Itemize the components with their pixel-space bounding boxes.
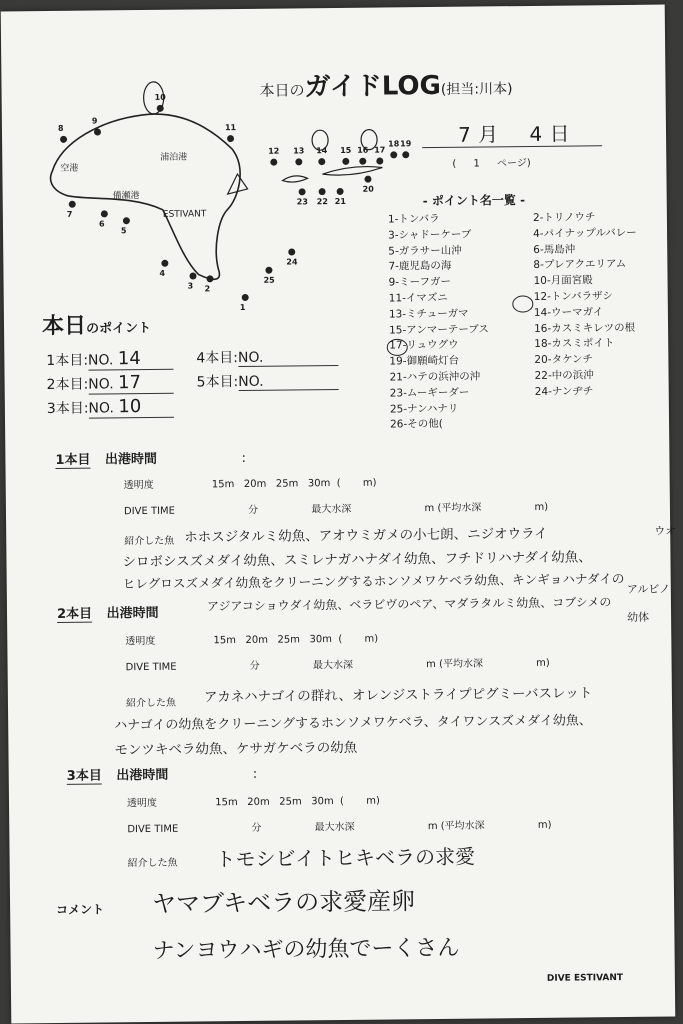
map-point-dot — [206, 275, 213, 282]
dive5-point — [196, 370, 338, 391]
map-point-dot — [288, 248, 295, 255]
dive2-visibility — [125, 630, 378, 648]
map-point-label: 4 — [159, 268, 166, 278]
islet-2 — [282, 176, 307, 182]
point-list-item: 23-ムーギーダー — [389, 386, 470, 400]
dive1-fish-1: ホホスジタルミ幼魚、アオウミガメの小七朗、ニジオウライ — [184, 525, 548, 546]
dive1-min: 分 — [248, 504, 259, 516]
map-label-biseka: 備瀬港 — [112, 191, 140, 202]
point-list-item: 6-馬島沖 — [533, 243, 576, 256]
dive2-fish-3: モンツキベラ幼魚、ケサガケベラの幼魚 — [114, 739, 358, 759]
map-point-label: 24 — [286, 257, 298, 267]
point-list-item: 12-トンバラザシ — [533, 290, 614, 303]
map-point-label: 19 — [400, 139, 412, 149]
map-point-dot — [299, 188, 306, 195]
map-point-label: 18 — [388, 139, 400, 149]
point-list-item: 5-ガラサー山沖 — [388, 244, 462, 258]
point-list-item: 1-トンバラ — [387, 212, 440, 226]
map-point-dot — [402, 151, 409, 158]
today-title: 本日 — [41, 313, 87, 340]
map-point-label: 20 — [362, 184, 374, 194]
dive2-point — [47, 372, 174, 395]
dive2-header — [57, 602, 159, 622]
map-label-airport: 空港 — [60, 163, 79, 174]
dive1-vis-values: 15m 20m 25m 30m ( m) — [211, 477, 377, 491]
day-value: 4 — [529, 121, 543, 146]
dive3-min: 分 — [251, 822, 262, 834]
dive1-visibility — [124, 474, 377, 492]
map-point-dot — [227, 135, 234, 142]
dive3-avgclose: m) — [537, 819, 552, 831]
dive3-visibility — [127, 792, 380, 810]
map-point-dot — [60, 136, 67, 143]
point-list-item: 20-タケンチ — [534, 353, 594, 367]
point-list-right — [533, 210, 639, 401]
dive1-vis-label: 透明度 — [123, 479, 154, 492]
map-point-dot — [342, 158, 349, 165]
d1-label: 1本目: — [46, 352, 89, 370]
map-point-label: 7 — [66, 209, 73, 219]
d4-label: 4本目: — [196, 350, 239, 367]
map-point-dot — [376, 158, 383, 165]
d2-no: NO. — [88, 376, 114, 393]
d4-no: NO. — [238, 349, 338, 367]
point-list-item: 21-ハテの浜沖の沖 — [389, 370, 481, 384]
map-point-label: 25 — [263, 275, 275, 285]
map-point-label: 15 — [340, 145, 352, 155]
point-list-left — [388, 211, 490, 433]
dive3-num: 3本目 — [66, 768, 102, 784]
today-subtitle: のポイント — [85, 320, 152, 337]
dive1-num: 1本目 — [55, 452, 91, 468]
map-point-dot — [337, 188, 344, 195]
dive1-maxdepth: 最大水深 — [311, 503, 352, 516]
map-point-label: 17 — [374, 145, 386, 155]
map-point-label: 6 — [98, 219, 105, 229]
map-point-dot — [295, 158, 302, 165]
dive2-fish-label: 紹介した魚 — [125, 697, 177, 710]
comment-line-2: ナンヨウハギの幼魚でーくさん — [152, 935, 460, 964]
point-list-item: 8-プレアクエリアム — [533, 258, 627, 272]
map-point-label: 2 — [204, 284, 211, 294]
map-point-label: 10 — [154, 92, 166, 102]
staff-name: (担当:川本) — [440, 81, 513, 98]
dive1-point — [46, 348, 173, 371]
circle-17 — [385, 337, 409, 357]
map-point-label: 13 — [293, 146, 305, 156]
map-point-dot — [359, 158, 366, 165]
d5-label: 5本目: — [196, 374, 239, 391]
day-unit: 日 — [549, 121, 571, 146]
page-label: ページ) — [496, 157, 531, 170]
point-list-item: 3-シャドーケーブ — [388, 228, 472, 242]
point-list-item: 26-その他( — [390, 418, 443, 431]
date-field — [422, 117, 602, 148]
dive2-divetime — [125, 654, 549, 673]
dive3-vis-values: 15m 20m 25m 30m ( m) — [215, 795, 380, 809]
point-list-item: 10-月面宮殿 — [533, 274, 593, 288]
map-point-dot — [189, 272, 196, 279]
d2-val: 17 — [117, 372, 142, 394]
point-list-item: 16-カスミキレツの根 — [534, 321, 636, 335]
point-list-item: 13-ミチューガマ — [388, 307, 469, 321]
point-list-item: 25-ナンハナリ — [389, 402, 459, 416]
map-point-label: 23 — [296, 197, 308, 207]
map-point-label: 8 — [57, 123, 64, 133]
dive3-dt-label: DIVE TIME — [127, 823, 179, 836]
point-list-item: 17-リュウグウ — [389, 339, 459, 352]
dive3-depart: 出港時間 — [116, 767, 169, 784]
island-map — [31, 67, 414, 331]
map-point-label: 11 — [224, 123, 237, 133]
comment-line-1: ヤマブキベラの求愛産卵 — [151, 887, 416, 918]
d3-no: NO. — [88, 400, 114, 417]
map-label-shop: ESTIVANT — [162, 209, 207, 220]
map-point-label: 3 — [187, 281, 194, 291]
dive3-header — [67, 763, 258, 784]
dive2-maxdepth: 最大水深 — [312, 659, 354, 672]
dive2-avgdepth: m (平均水深 — [426, 658, 484, 671]
footer-brand: DIVE ESTIVANT — [546, 973, 624, 984]
point-list-item: 9-ミーフガー — [388, 275, 451, 289]
map-point-dot — [318, 158, 325, 165]
map-point-label: 5 — [120, 226, 127, 236]
dive2-avgclose: m) — [536, 657, 550, 669]
month-value: 7 — [457, 122, 472, 147]
title-main: ガイドLOG — [304, 70, 442, 103]
today-points-title — [42, 308, 151, 340]
d3-label: 3本目: — [46, 400, 89, 418]
dive2-fish-2: ハナゴイの幼魚をクリーニングするホンソメワケベラ、タイワンスズメダイ幼魚、 — [114, 713, 592, 734]
d5-no: NO. — [238, 373, 338, 391]
dive1-avgclose: m) — [534, 501, 549, 513]
map-point-label: 14 — [316, 146, 328, 156]
map-point-label: 16 — [357, 145, 369, 155]
dive1-dt-label: DIVE TIME — [123, 505, 176, 518]
dive3-point — [47, 396, 174, 419]
map-point-dot — [270, 159, 277, 166]
dive3-avgdepth: m (平均水深 — [427, 820, 485, 833]
map-label-urata: 浦泊港 — [160, 152, 188, 163]
page-indicator — [452, 154, 531, 170]
month-unit: 月 — [478, 122, 499, 147]
map-point-dot — [265, 267, 272, 274]
comment-label: コメント — [56, 902, 105, 917]
dive2-dt-label: DIVE TIME — [125, 661, 177, 674]
point-list-item: 11-イマズニ — [388, 291, 448, 305]
map-point-dot — [390, 151, 397, 158]
dive2-vis-label: 透明度 — [125, 635, 156, 648]
dive2-depart: 出港時間 — [106, 605, 159, 622]
dive4-point — [196, 346, 338, 367]
map-point-dot — [161, 260, 168, 267]
title-prefix: 本日の — [259, 81, 305, 100]
point-list-item: 18-カスミポイト — [534, 337, 615, 351]
d3-val: 10 — [118, 396, 142, 418]
map-point-dot — [364, 176, 371, 183]
dive2-min: 分 — [249, 660, 260, 672]
point-list-item: 19-御願崎灯台 — [389, 354, 460, 368]
map-point-dot — [319, 188, 326, 195]
d2-label: 2本目: — [46, 376, 89, 394]
point-list-item: 24-ナンヂチ — [534, 385, 594, 398]
dive3-fish: トモシビイトヒキベラの求愛 — [215, 844, 476, 872]
dive1-fish-extra1: ウオ — [654, 524, 677, 538]
dive1-divetime — [124, 498, 548, 517]
dive2-fish-top-end: 幼体 — [627, 610, 650, 624]
islet-3 — [322, 166, 382, 175]
dive1-fish-label: 紹介した魚 — [124, 535, 175, 548]
map-point-dot — [69, 201, 76, 208]
dive3-vis-label: 透明度 — [126, 797, 158, 810]
map-point-label: 22 — [316, 197, 328, 207]
dive3-colon: : — [252, 766, 258, 782]
point-list-item: 14-ウーマガイ — [533, 305, 604, 319]
map-point-label: 21 — [334, 196, 346, 207]
dive1-avgdepth: m (平均水深 — [424, 502, 482, 515]
map-point-dot — [242, 294, 249, 301]
dive3-maxdepth: 最大水深 — [314, 821, 355, 834]
map-point-label: 1 — [239, 302, 246, 313]
dive3-fish-label: 紹介した魚 — [127, 857, 178, 870]
dive1-fish-extra2: アルビノ — [626, 582, 671, 596]
dive2-vis-values: 15m 20m 25m 30m ( m) — [213, 633, 379, 647]
point-list-item: 22-中の浜沖 — [534, 369, 594, 382]
log-sheet — [1, 5, 676, 1024]
point-list-item: 2-トリノウチ — [532, 211, 596, 224]
map-point-dot — [101, 210, 108, 217]
circle-14 — [511, 294, 535, 314]
page-open: ( — [452, 158, 457, 170]
dive2-num: 2本目 — [56, 606, 93, 622]
islet-1 — [227, 174, 247, 194]
dive1-fish-2: シロボシスズメダイ幼魚、スミレナガハナダイ幼魚、フチドリハナダイ幼魚、 — [122, 549, 592, 571]
dive1-depart: 出港時間 — [104, 451, 158, 468]
point-list-item: 15-アンマーテーブス — [389, 322, 489, 337]
dive1-fish-3: ヒレグロスズメダイ幼魚をクリーニングするホンソメワケベラ幼魚、キンギョハナダイの — [122, 571, 625, 592]
map-point-dot — [94, 128, 101, 135]
dive2-fish-1: アカネハナゴイの群れ、オレンジストライプピグミーバスレット — [203, 685, 593, 706]
dive2-fish-top: アジアコショウダイ幼魚、ベラビヴのペア、マダラタルミ幼魚、コブシメの — [206, 595, 612, 614]
d1-no: NO. — [87, 352, 114, 369]
dive1-colon: : — [241, 450, 247, 467]
dive1-header — [55, 447, 246, 468]
map-point-label: 12 — [268, 146, 280, 156]
island-outline — [50, 113, 241, 281]
page-num: 1 — [473, 158, 480, 170]
d1-val: 14 — [117, 348, 141, 370]
point-list-item: 7-鹿児島の海 — [388, 260, 452, 273]
dive3-divetime — [127, 816, 551, 835]
map-point-dot — [157, 105, 164, 112]
map-point-dot — [123, 217, 130, 224]
point-list-item: 4-パイナップルバレー — [533, 226, 637, 240]
map-point-label: 9 — [91, 116, 98, 126]
point-list-title: - ポイント名一覧 - — [422, 193, 526, 209]
